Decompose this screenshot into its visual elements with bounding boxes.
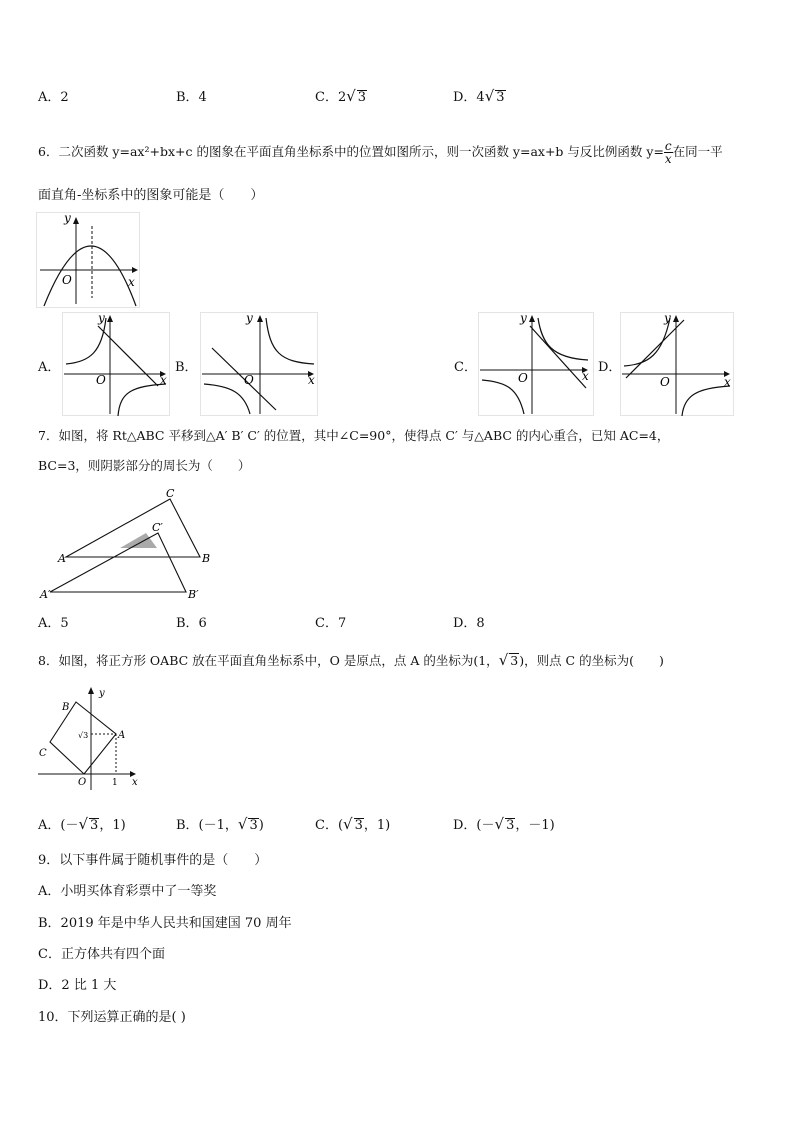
y-axis-arrow-icon — [107, 315, 113, 322]
radical-sign-icon: √ — [484, 87, 495, 105]
x-label: x — [308, 373, 315, 387]
q7-option-a: A．5 — [38, 616, 69, 631]
y-label: y — [246, 312, 253, 325]
hyperbola-branch — [118, 384, 166, 416]
parabola-curve — [44, 246, 136, 306]
origin-label: O — [78, 777, 87, 788]
q5-option-d-radicand: 3 — [496, 90, 505, 105]
q8-option-d-pre: D．(－ — [453, 818, 495, 833]
x-label: x — [724, 375, 731, 389]
x-label: x — [128, 275, 135, 289]
y-axis-arrow-icon — [73, 217, 79, 224]
y-axis-arrow-icon — [88, 687, 94, 694]
q8-stem-text-a: 8．如图，将正方形 OABC 放在平面直角坐标系中，O 是原点，点 A 的坐标为(1， — [38, 653, 499, 668]
q8-option-d-radicand: 3 — [506, 818, 515, 833]
hyperbola-branch — [204, 384, 250, 414]
y-axis-arrow-icon — [257, 315, 263, 322]
q6-fraction-numerator: c — [664, 139, 672, 153]
q5-option-d-prefix: D．4 — [453, 90, 485, 105]
q9-option-a: A．小明买体育彩票中了一等奖 — [38, 884, 217, 899]
vertex-c-label: C — [166, 487, 175, 500]
q6-option-b-graph — [200, 312, 318, 416]
y-axis-arrow-icon — [673, 315, 679, 322]
q7-option-d: D．8 — [453, 616, 485, 631]
q7-triangle-figure — [38, 484, 218, 604]
q5-option-d — [453, 88, 506, 106]
q6-fraction — [664, 140, 673, 165]
hyperbola-branch — [538, 318, 588, 360]
q8-stem — [38, 652, 664, 669]
line-graph — [98, 326, 158, 386]
triangle-abc — [66, 499, 200, 557]
q5-option-c-radicand: 3 — [357, 90, 367, 105]
hyperbola-branch — [624, 318, 670, 366]
y-label: y — [99, 688, 105, 699]
tick-sqrt3-label: √3 — [78, 731, 89, 740]
tick-one-label: 1 — [112, 778, 118, 788]
vertex-b-label: B — [62, 702, 70, 713]
hyperbola-branch — [682, 386, 730, 416]
triangle-a2b2c2 — [50, 533, 186, 592]
y-axis-arrow-icon — [529, 315, 535, 322]
q6-stem-text-b: 在同一平 — [672, 144, 723, 159]
hyperbola-branch — [266, 318, 314, 364]
y-label: y — [520, 312, 527, 325]
vertex-c-prime-label: C′ — [152, 521, 163, 534]
q6-option-b-label: B． — [175, 360, 198, 375]
radical-sign-icon: √ — [494, 815, 505, 833]
q10-stem: 10．下列运算正确的是( ) — [38, 1010, 186, 1025]
q6-option-c-label: C． — [454, 360, 477, 375]
q6-stem-line2: 面直角-坐标系中的图象可能是（ ） — [38, 188, 264, 203]
q6-option-a-label: A． — [38, 360, 61, 375]
q8-stem-radicand: 3 — [510, 653, 519, 668]
q8-option-b-pre: B．(－1， — [176, 818, 238, 833]
radical-sign-icon: √ — [498, 651, 509, 669]
q6-fraction-denominator: x — [664, 152, 672, 166]
q8-option-c-post: ，1) — [363, 818, 391, 833]
q5-option-c — [315, 88, 367, 106]
q8-option-c-pre: C．( — [315, 818, 344, 833]
q8-option-c — [315, 816, 390, 834]
graph-frame — [63, 313, 170, 416]
radical-sign-icon: √ — [237, 815, 248, 833]
q8-stem-text-b: )，则点 C 的坐标为( ) — [519, 653, 664, 668]
q6-stem-text-a: 6．二次函数 y=ax²+bx+c 的图象在平面直角坐标系中的位置如图所示，则一次函数 y=ax+b 与反比例函数 y= — [38, 144, 664, 159]
vertex-c-label: C — [39, 748, 47, 759]
radical-sign-icon: √ — [343, 815, 353, 833]
vertex-b-label: B — [202, 552, 211, 565]
x-axis-arrow-icon — [132, 267, 138, 273]
q6-option-c-graph — [478, 312, 594, 416]
q8-option-b-post: ) — [258, 818, 264, 833]
graph-frame — [479, 313, 594, 416]
origin-label: O — [660, 375, 670, 389]
q7-option-c: C．7 — [315, 616, 347, 631]
q5-option-a: A．2 — [38, 90, 69, 105]
q8-option-a — [38, 816, 126, 834]
vertex-b-prime-label: B′ — [188, 588, 199, 601]
shaded-region — [120, 533, 157, 548]
q7-stem-line1: 7．如图，将 Rt△ABC 平移到△A′ B′ C′ 的位置，其中∠C=90°，使得点 C′ 与△ABC 的内心重合，已知 AC=4， — [38, 428, 670, 443]
q9-option-d: D．2 比 1 大 — [38, 978, 117, 993]
x-label: x — [160, 373, 167, 387]
x-label: x — [132, 777, 138, 788]
q6-option-d-graph — [620, 312, 734, 416]
origin-label: O — [518, 371, 528, 385]
q6-option-a-graph — [62, 312, 170, 416]
q8-square-figure — [34, 684, 144, 794]
graph-frame — [201, 313, 318, 416]
origin-label: O — [244, 373, 254, 387]
q6-parabola-frame — [37, 213, 140, 308]
vertex-a-label: A — [118, 730, 126, 741]
q9-option-b: B．2019 年是中华人民共和国建国 70 周年 — [38, 916, 292, 931]
q8-option-d-post: ，－1) — [515, 818, 555, 833]
y-label: y — [64, 212, 71, 225]
q8-option-d — [453, 816, 555, 834]
y-label: y — [664, 312, 671, 325]
vertex-a-label: A — [58, 552, 66, 565]
q9-option-c: C．正方体共有四个面 — [38, 947, 165, 962]
q8-option-b — [176, 816, 264, 834]
q7-stem-line2: BC=3，则阴影部分的周长为（ ） — [38, 458, 251, 473]
q8-option-a-radicand: 3 — [90, 818, 99, 833]
q7-option-b: B．6 — [176, 616, 207, 631]
q9-stem: 9．以下事件属于随机事件的是（ ） — [38, 853, 268, 868]
q5-option-b: B．4 — [176, 90, 207, 105]
radical-sign-icon: √ — [346, 87, 356, 105]
line-graph — [530, 326, 586, 388]
vertex-a-prime-label: A′ — [40, 588, 51, 601]
q8-option-a-post: ，1) — [99, 818, 126, 833]
x-label: x — [582, 369, 589, 383]
y-label: y — [98, 312, 105, 325]
q5-option-c-prefix: C．2 — [315, 90, 347, 105]
line-graph — [626, 320, 684, 378]
origin-label: O — [96, 373, 106, 387]
q8-option-a-pre: A．(－ — [38, 818, 79, 833]
q6-parabola-figure — [36, 212, 140, 308]
q8-option-c-radicand: 3 — [354, 818, 363, 833]
q8-option-b-radicand: 3 — [249, 818, 258, 833]
q6-option-d-label: D． — [598, 360, 622, 375]
radical-sign-icon: √ — [78, 815, 89, 833]
hyperbola-branch — [482, 380, 524, 414]
q6-stem-line1 — [38, 140, 723, 165]
origin-label: O — [62, 273, 72, 287]
